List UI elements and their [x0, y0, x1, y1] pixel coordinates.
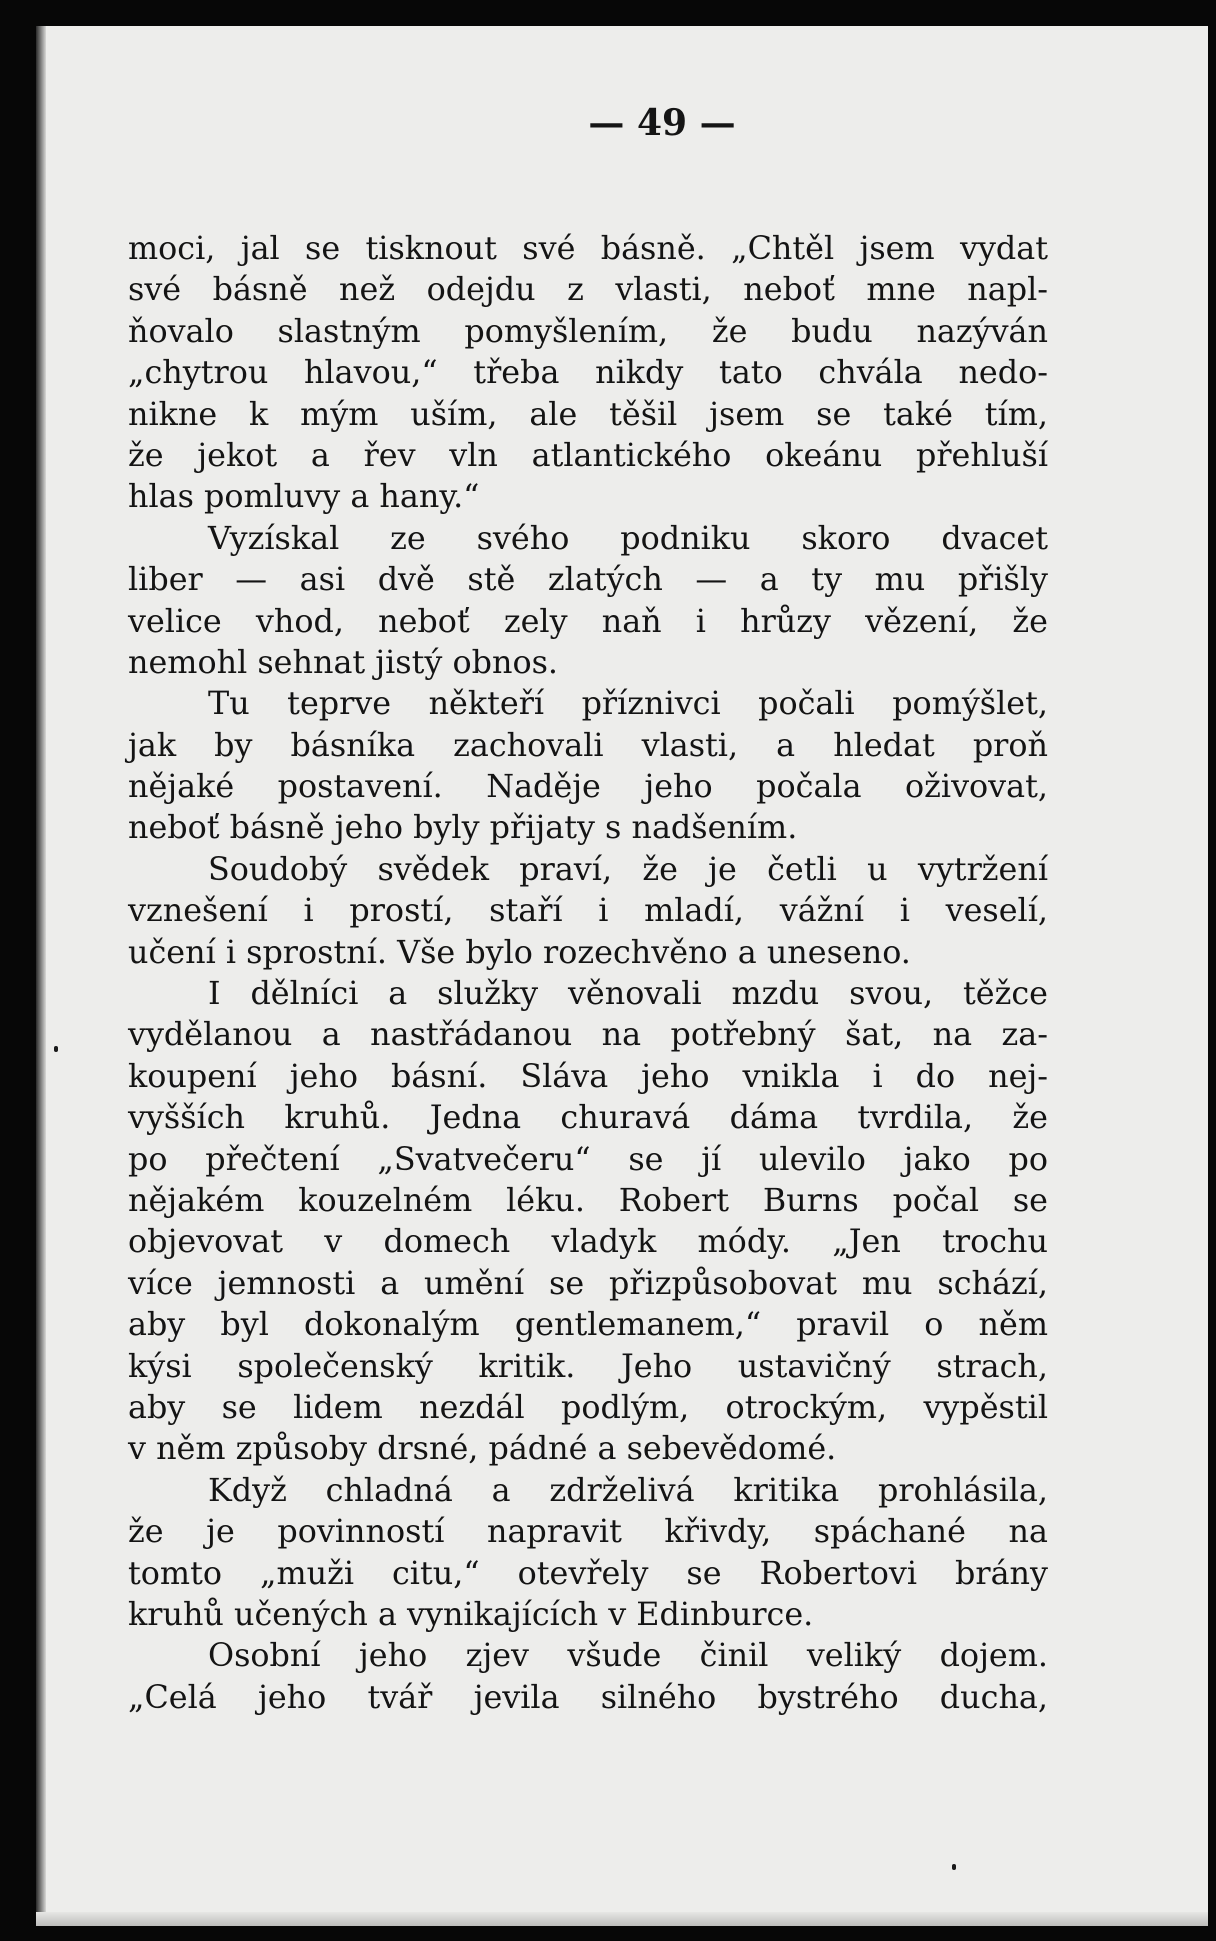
text-line: neboť básně jeho byly přijaty s nadšením.	[128, 809, 798, 847]
text-line: vznešení i prostí, staří i mladí, vážní i veselí,	[128, 892, 1048, 930]
body-text	[128, 228, 1048, 1718]
text-line: koupení jeho básní. Sláva jeho vnikla i do nej-	[128, 1057, 1048, 1095]
text-line: objevovat v domech vladyk módy. „Jen trochu	[128, 1223, 1048, 1261]
text-line: nemohl sehnat jistý obnos.	[128, 643, 559, 681]
text-line: Tu teprve někteří příznivci počali pomýšlet,	[208, 685, 1048, 723]
text-line: tomto „muži citu,“ otevřely se Robertovi brány	[128, 1554, 1048, 1592]
ink-speck	[952, 1864, 956, 1870]
text-line: nikne k mým uším, ale těšil jsem se také tím,	[128, 395, 1048, 433]
text-line: více jemnosti a umění se přizpůsobovat mu schází,	[128, 1264, 1048, 1302]
text-line: „Celá jeho tvář jevila silného bystrého ducha,	[128, 1678, 1048, 1716]
page-binding-edge	[36, 26, 46, 1926]
text-line: že jekot a řev vln atlantického okeánu přehluší	[128, 436, 1048, 474]
text-line: Soudobý svědek praví, že je četli u vytržení	[208, 850, 1048, 888]
text-line: ňovalo slastným pomyšlením, že budu nazýván	[128, 312, 1048, 350]
text-line: „chytrou hlavou,“ třeba nikdy tato chvála nedo-	[128, 354, 1048, 392]
text-line: jak by básníka zachovali vlasti, a hledat proň	[128, 726, 1048, 764]
text-line: liber — asi dvě stě zlatých — a ty mu přišly	[128, 561, 1048, 599]
page-bottom-edge	[36, 1912, 1208, 1926]
text-line: aby byl dokonalým gentlemanem,“ pravil o něm	[128, 1306, 1048, 1344]
page-number: — 49 —	[588, 102, 736, 144]
text-line: Když chladná a zdrželivá kritika prohlásila,	[208, 1471, 1048, 1509]
text-line: Osobní jeho zjev všude činil veliký dojem.	[208, 1637, 1048, 1675]
ink-speck	[54, 1046, 58, 1052]
text-line: vydělanou a nastřádanou na potřebný šat, na za-	[128, 1016, 1048, 1054]
text-line: své básně než odejdu z vlasti, neboť mne napl-	[128, 271, 1048, 309]
text-line: velice vhod, neboť zely naň i hrůzy vězení, že	[128, 602, 1048, 640]
text-line: aby se lidem nezdál podlým, otrockým, vypěstil	[128, 1388, 1048, 1426]
text-line: vyšších kruhů. Jedna churavá dáma tvrdila, že	[128, 1099, 1048, 1137]
text-line: nějaké postavení. Naděje jeho počala oživovat,	[128, 768, 1048, 806]
text-line: kruhů učených a vynikajících v Edinburce.	[128, 1595, 814, 1633]
text-line: hlas pomluvy a hany.“	[128, 478, 480, 516]
text-line: po přečtení „Svatvečeru“ se jí ulevilo jako po	[128, 1140, 1048, 1178]
text-line: učení i sprostní. Vše bylo rozechvěno a uneseno.	[128, 933, 911, 971]
text-line: v něm způsoby drsné, pádné a sebevědomé.	[128, 1430, 837, 1468]
text-line: I dělníci a služky věnovali mzdu svou, těžce	[208, 975, 1048, 1013]
book-page	[36, 26, 1208, 1926]
text-line: nějakém kouzelném léku. Robert Burns počal se	[128, 1181, 1048, 1219]
text-line: kýsi společenský kritik. Jeho ustavičný strach,	[128, 1347, 1048, 1385]
text-line: Vyzískal ze svého podniku skoro dvacet	[208, 519, 1048, 557]
text-line: moci, jal se tisknout své básně. „Chtěl jsem vydat	[128, 230, 1048, 267]
text-line: že je povinností napravit křivdy, spáchané na	[128, 1513, 1048, 1551]
